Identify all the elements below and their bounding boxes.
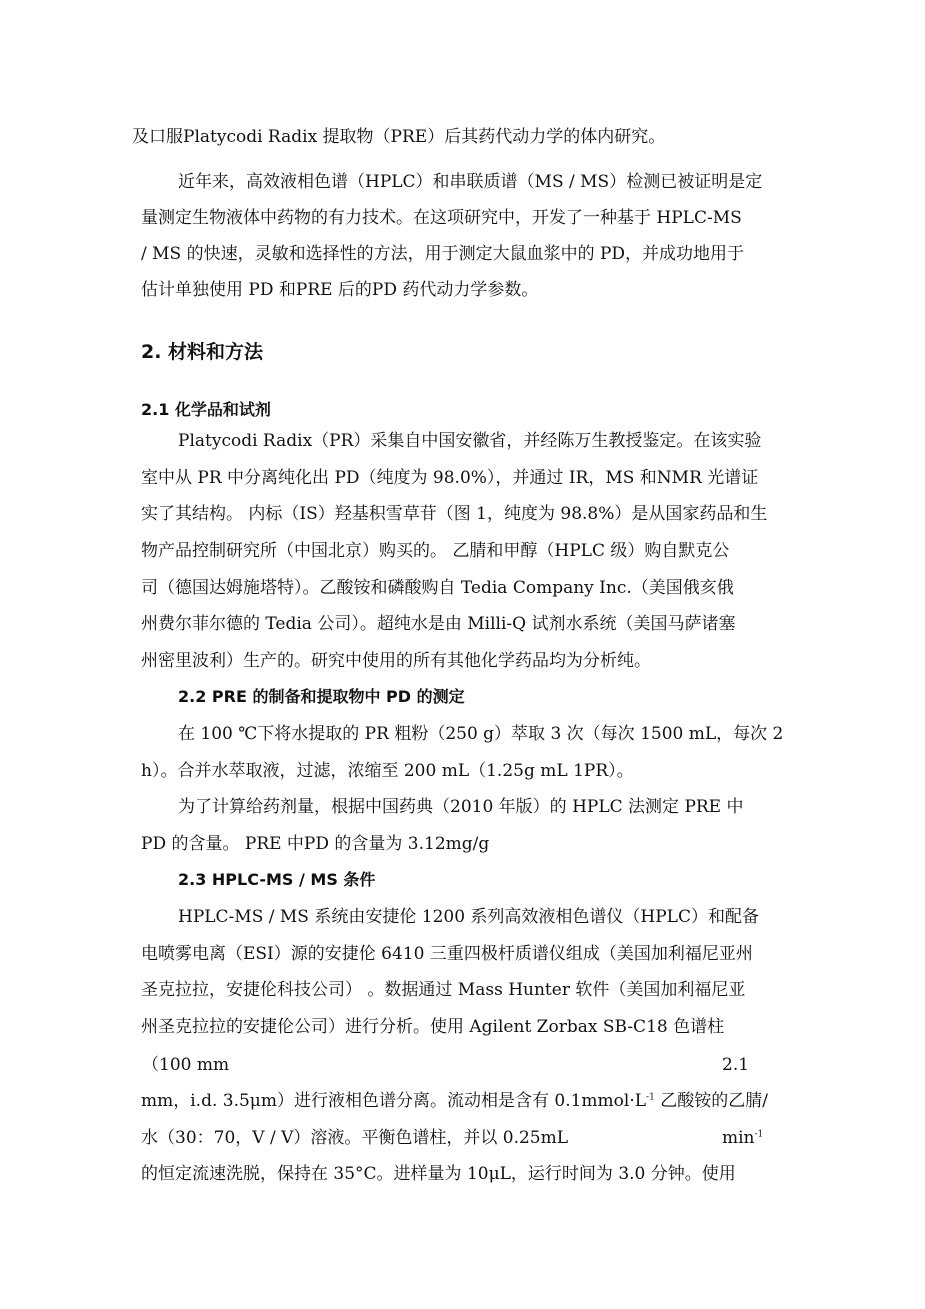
paragraph-line: 为了计算给药剂量，根据中国药典（2010 年版）的 HPLC 法测定 PRE 中: [178, 797, 744, 817]
subsection-heading: 2.3 HPLC-MS / MS 条件: [178, 870, 376, 889]
paragraph-line: 州费尔菲尔德的 Tedia 公司）。超纯水是由 Milli-Q 试剂水系统（美国马萨诸塞: [141, 614, 736, 634]
section-heading: 2. 材料和方法: [141, 341, 264, 363]
subsection-heading: 2.2 PRE 的制备和提取物中 PD 的测定: [178, 687, 465, 706]
intro-line-0: 及口服Platycodi Radix 提取物（PRE）后其药代动力学的体内研究。: [132, 127, 666, 147]
paragraph-line: 水（30：70，V / V）溶液。平衡色谱柱，并以 0.25mL: [141, 1128, 569, 1148]
paragraph-line: HPLC-MS / MS 系统由安捷伦 1200 系列高效液相色谱仪（HPLC）和配备: [178, 907, 759, 927]
mobile-phase-tail: 乙酸铵的乙腈/: [654, 1091, 768, 1111]
paragraph-line: 州密里波利）生产的。研究中使用的所有其他化学药品均为分析纯。: [141, 651, 651, 671]
paragraph-line: / MS 的快速，灵敏和选择性的方法，用于测定大鼠血浆中的 PD，并成功地用于: [141, 244, 745, 264]
flow-rate-unit-text: min: [722, 1128, 755, 1148]
paragraph-line-mobile-phase: [141, 1090, 768, 1112]
paragraph-line: 估计单独使用 PD 和PRE 后的PD 药代动力学参数。: [141, 280, 539, 300]
paragraph-line: 司（德国达姆施塔特）。乙酸铵和磷酸购自 Tedia Company Inc.（美国俄亥俄: [141, 578, 734, 598]
paragraph-line: 圣克拉拉，安捷伦科技公司） 。数据通过 Mass Hunter 软件（美国加利福尼亚: [141, 980, 746, 1000]
paragraph-line: PD 的含量。 PRE 中PD 的含量为 3.12mg/g: [141, 834, 490, 854]
mobile-phase-text: mm，i.d. 3.5μm）进行液相色谱分离。流动相是含有 0.1mmol·L: [141, 1091, 647, 1111]
paragraph-line: 州圣克拉拉的安捷伦公司）进行分析。使用 Agilent Zorbax SB-C18 色谱柱: [141, 1017, 725, 1037]
paragraph-line: 物产品控制研究所（中国北京）购买的。 乙腈和甲醇（HPLC 级）购自默克公: [141, 541, 730, 561]
paragraph-line: 在 100 ℃下将水提取的 PR 粗粉（250 g）萃取 3 次（每次 1500 mL，每次 2: [178, 724, 784, 744]
column-dimension-b: 2.1: [722, 1055, 750, 1075]
paragraph-line: 的恒定流速洗脱，保持在 35°C。进样量为 10μL，运行时间为 3.0 分钟。使用: [141, 1164, 736, 1184]
unit-superscript: -1: [754, 1129, 764, 1140]
paragraph-line: h）。合并水萃取液，过滤，浓缩至 200 mL（1.25g mL 1PR）。: [141, 761, 634, 781]
unit-superscript: -1: [646, 1092, 655, 1103]
subsection-heading: 2.1 化学品和试剂: [141, 400, 271, 419]
paragraph-line: 实了其结构。 内标（IS）羟基积雪草苷（图 1，纯度为 98.8%）是从国家药品和生: [141, 504, 768, 524]
paragraph-line: 量测定生物液体中药物的有力技术。在这项研究中，开发了一种基于 HPLC-MS: [141, 208, 742, 228]
column-dimension-a: （100 mm: [142, 1055, 230, 1075]
flow-rate-unit: [722, 1127, 763, 1149]
paragraph-line: 近年来，高效液相色谱（HPLC）和串联质谱（MS / MS）检测已被证明是定: [178, 172, 763, 192]
paragraph-line: Platycodi Radix（PR）采集自中国安徽省，并经陈万生教授鉴定。在该实验: [178, 431, 762, 451]
paragraph-line: 室中从 PR 中分离纯化出 PD（纯度为 98.0%），并通过 IR，MS 和NMR 光谱证: [141, 468, 759, 488]
paragraph-line: 电喷雾电离（ESI）源的安捷伦 6410 三重四极杆质谱仪组成（美国加利福尼亚州: [141, 944, 753, 964]
